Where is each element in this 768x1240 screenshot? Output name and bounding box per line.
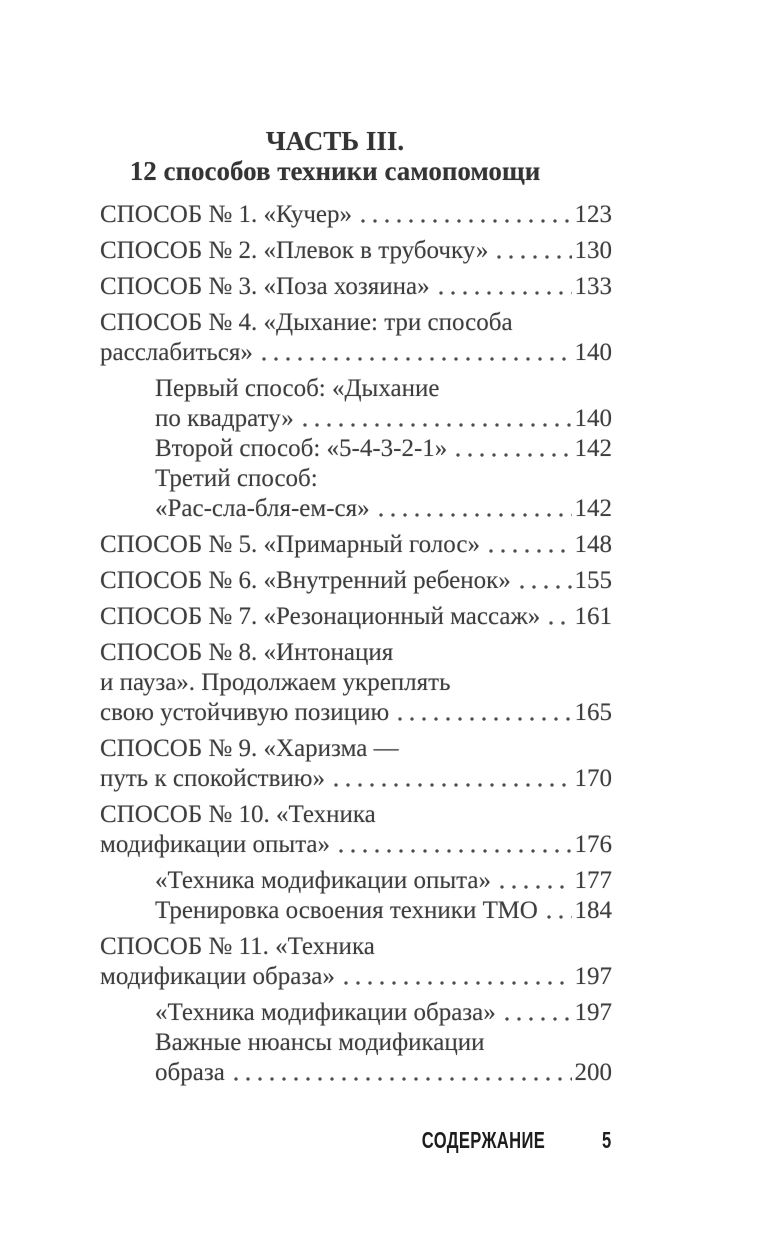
page-number: 140 [574, 405, 612, 432]
dot-leader [490, 236, 571, 266]
toc-subentry [100, 998, 612, 1028]
dot-leader [432, 272, 572, 302]
toc-entry-text: СПОСОБ № 5. «Примарный голос» [100, 531, 481, 558]
toc-entry-text: СПОСОБ № 6. «Внутренний ребенок» [100, 567, 511, 594]
toc-entry [100, 566, 612, 596]
toc-subentry [100, 896, 612, 926]
toc-entry [100, 734, 612, 794]
toc-entry [100, 236, 612, 266]
toc-content [100, 126, 612, 1088]
page-number: 197 [574, 999, 612, 1026]
toc-entry-text: свою устойчивую позицию [100, 699, 390, 726]
footer-page-number: 5 [602, 1127, 612, 1153]
dot-leader [449, 434, 571, 464]
toc-entry-text: расслабиться» [100, 339, 253, 366]
toc-entry-text: СПОСОБ № 3. «Поза хозяина» [100, 273, 430, 300]
toc-entry-text: модификации образа» [100, 963, 335, 990]
dot-leader [540, 896, 572, 926]
toc-entry-text: СПОСОБ № 2. «Плевок в трубочку» [100, 237, 489, 264]
dot-leader [354, 200, 572, 230]
dot-leader [482, 530, 571, 560]
toc-entry-text: «Рас-сла-бля-ем-ся» [155, 495, 370, 522]
page-number: 133 [574, 273, 612, 300]
toc-entry [100, 308, 612, 368]
page-number: 165 [574, 699, 612, 726]
toc-subentry [100, 1028, 612, 1088]
page-number: 170 [574, 765, 612, 792]
page-number: 148 [574, 531, 612, 558]
toc-entry-text: СПОСОБ № 8. «Интонация [100, 639, 394, 666]
page-number: 197 [574, 963, 612, 990]
dot-leader [493, 866, 572, 896]
toc-entry [100, 800, 612, 860]
toc-entry-text: СПОСОБ № 1. «Кучер» [100, 201, 352, 228]
dot-leader [332, 830, 571, 860]
toc-list [100, 200, 612, 1088]
toc-entry-text: Важные нюансы модификации [155, 1029, 485, 1056]
toc-entry-text: Второй способ: «5-4-3-2-1» [155, 435, 448, 462]
toc-entry-text: СПОСОБ № 11. «Техника [100, 933, 375, 960]
toc-entry [100, 932, 612, 992]
toc-subentry [100, 434, 612, 464]
toc-entry-text: «Техника модификации образа» [155, 999, 496, 1026]
page-number: 140 [574, 339, 612, 366]
toc-entry-text: Третий способ: [155, 465, 318, 492]
page-number: 200 [574, 1059, 612, 1086]
toc-entry-text: и пауза». Продолжаем укреплять [100, 669, 451, 696]
part-title: 12 способов техники самопомощи [129, 156, 541, 186]
dot-leader [227, 1058, 572, 1088]
toc-entry-text: путь к спокойствию» [100, 765, 325, 792]
page-number: 184 [574, 897, 612, 924]
toc-entry-text: СПОСОБ № 4. «Дыхание: три способа [100, 309, 513, 336]
toc-subentry [100, 464, 612, 524]
part-number: ЧАСТЬ III. [265, 126, 405, 156]
toc-entry-text: «Техника модификации опыта» [155, 867, 491, 894]
part-heading [100, 126, 612, 186]
toc-entry-text: СПОСОБ № 7. «Резонационный массаж» [100, 603, 541, 630]
toc-entry [100, 530, 612, 560]
toc-entry-text: образа [155, 1059, 225, 1086]
toc-entry-text: по квадрату» [155, 405, 294, 432]
footer [100, 1128, 612, 1152]
page-number: 177 [574, 867, 612, 894]
dot-leader [327, 764, 572, 794]
dot-leader [255, 338, 572, 368]
dot-leader [542, 602, 571, 632]
toc-entry [100, 602, 612, 632]
dot-leader [296, 404, 572, 434]
page-number: 142 [574, 495, 612, 522]
toc-entry-text: СПОСОБ № 10. «Техника [100, 801, 376, 828]
page-number: 123 [574, 201, 612, 228]
toc-subentry [100, 374, 612, 434]
toc-entry [100, 200, 612, 230]
toc-entry-text: модификации опыта» [100, 831, 331, 858]
toc-entry [100, 638, 612, 728]
toc-entry-text: Тренировка освоения техники ТМО [155, 897, 538, 924]
toc-entry [100, 272, 612, 302]
dot-leader [391, 698, 571, 728]
page-number: 142 [574, 435, 612, 462]
toc-entry-text: СПОСОБ № 9. «Харизма — [100, 735, 399, 762]
page-number: 130 [574, 237, 612, 264]
dot-leader [372, 494, 572, 524]
toc-subentry [100, 866, 612, 896]
dot-leader [498, 998, 572, 1028]
dot-leader [513, 566, 572, 596]
footer-section-label: СОДЕРЖАНИЕ [422, 1127, 546, 1153]
toc-entry-text: Первый способ: «Дыхание [155, 375, 440, 402]
page-number: 155 [574, 567, 612, 594]
dot-leader [337, 962, 572, 992]
page-number: 161 [574, 603, 612, 630]
page-number: 176 [574, 831, 612, 858]
